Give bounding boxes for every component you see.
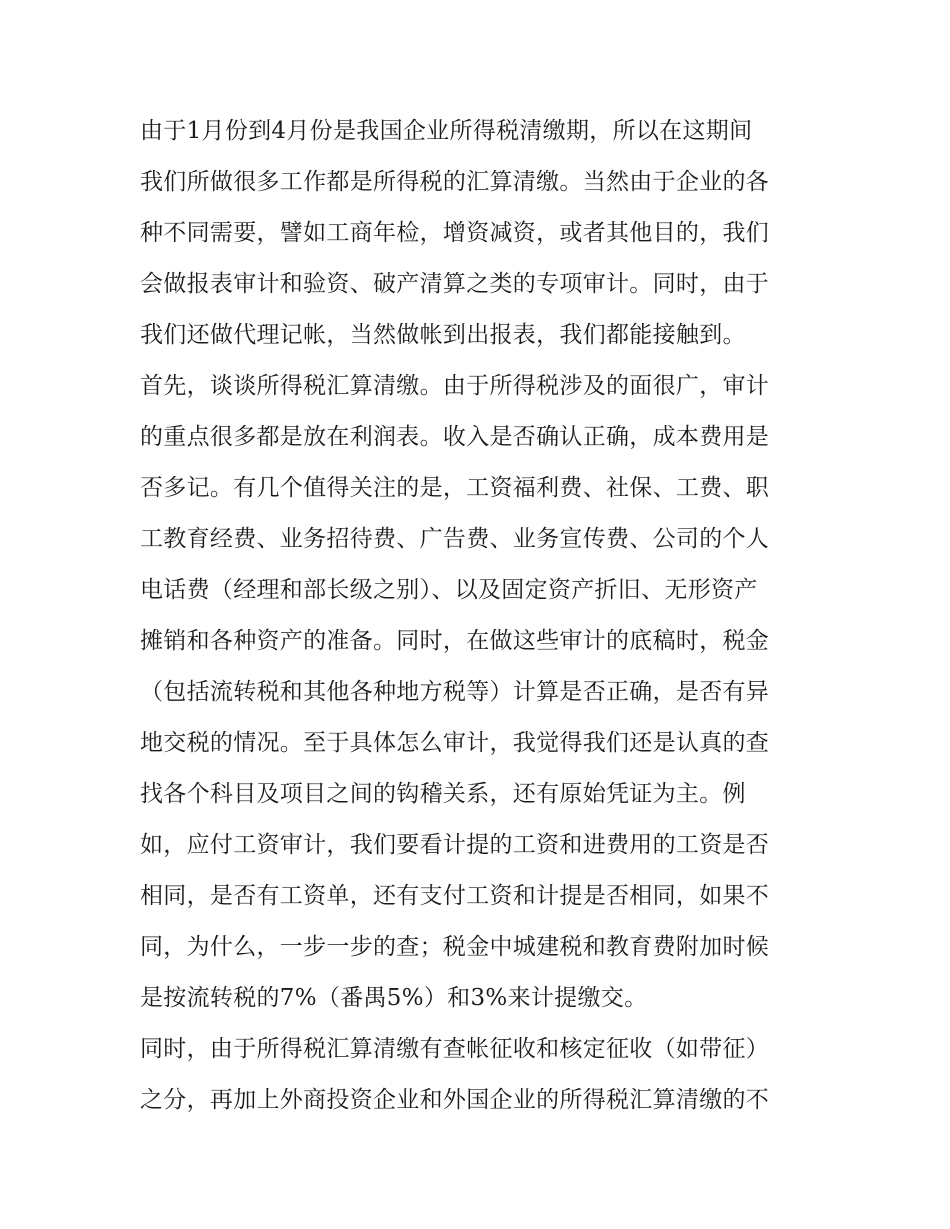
- text-line: 摊销和各种资产的准备。同时，在做这些审计的底稿时，税金: [140, 628, 770, 654]
- text-line: 由于1月份到4月份是我国企业所得税清缴期，所以在这期间: [140, 118, 753, 144]
- text-line: 工教育经费、业务招待费、广告费、业务宣传费、公司的个人: [140, 526, 770, 552]
- text-line: 我们所做很多工作都是所得税的汇算清缴。当然由于企业的各: [140, 169, 770, 195]
- text-line: 找各个科目及项目之间的钩稽关系，还有原始凭证为主。例: [140, 781, 746, 807]
- text-line: 我们还做代理记帐，当然做帐到出报表，我们都能接触到。: [140, 322, 746, 348]
- text-line: 相同，是否有工资单，还有支付工资和计提是否相同，如果不: [140, 883, 770, 909]
- text-line: 电话费（经理和部长级之别）、以及固定资产折旧、无形资产: [140, 577, 758, 603]
- text-line: 会做报表审计和验资、破产清算之类的专项审计。同时，由于: [140, 271, 770, 297]
- text-line: 种不同需要，譬如工商年检，增资减资，或者其他目的，我们: [140, 220, 770, 246]
- text-line: （包括流转税和其他各种地方税等）计算是否正确，是否有异: [140, 679, 770, 705]
- text-line: 是按流转税的7%（番禺5%）和3%来计提缴交。: [140, 985, 648, 1011]
- text-line: 否多记。有几个值得关注的是，工资福利费、社保、工费、职: [140, 475, 770, 501]
- text-line: 的重点很多都是放在利润表。收入是否确认正确，成本费用是: [140, 424, 770, 450]
- text-line: 之分，再加上外商投资企业和外国企业的所得税汇算清缴的不: [140, 1087, 770, 1113]
- text-line: 同时，由于所得税汇算清缴有查帐征收和核定征收（如带征）: [140, 1036, 770, 1062]
- document-body: [140, 106, 812, 1126]
- text-line: 如，应付工资审计，我们要看计提的工资和进费用的工资是否: [140, 832, 770, 858]
- text-line: 地交税的情况。至于具体怎么审计，我觉得我们还是认真的查: [140, 730, 770, 756]
- text-line: 首先，谈谈所得税汇算清缴。由于所得税涉及的面很广，审计: [140, 373, 770, 399]
- text-line: 同，为什么，一步一步的查；税金中城建税和教育费附加时候: [140, 934, 770, 960]
